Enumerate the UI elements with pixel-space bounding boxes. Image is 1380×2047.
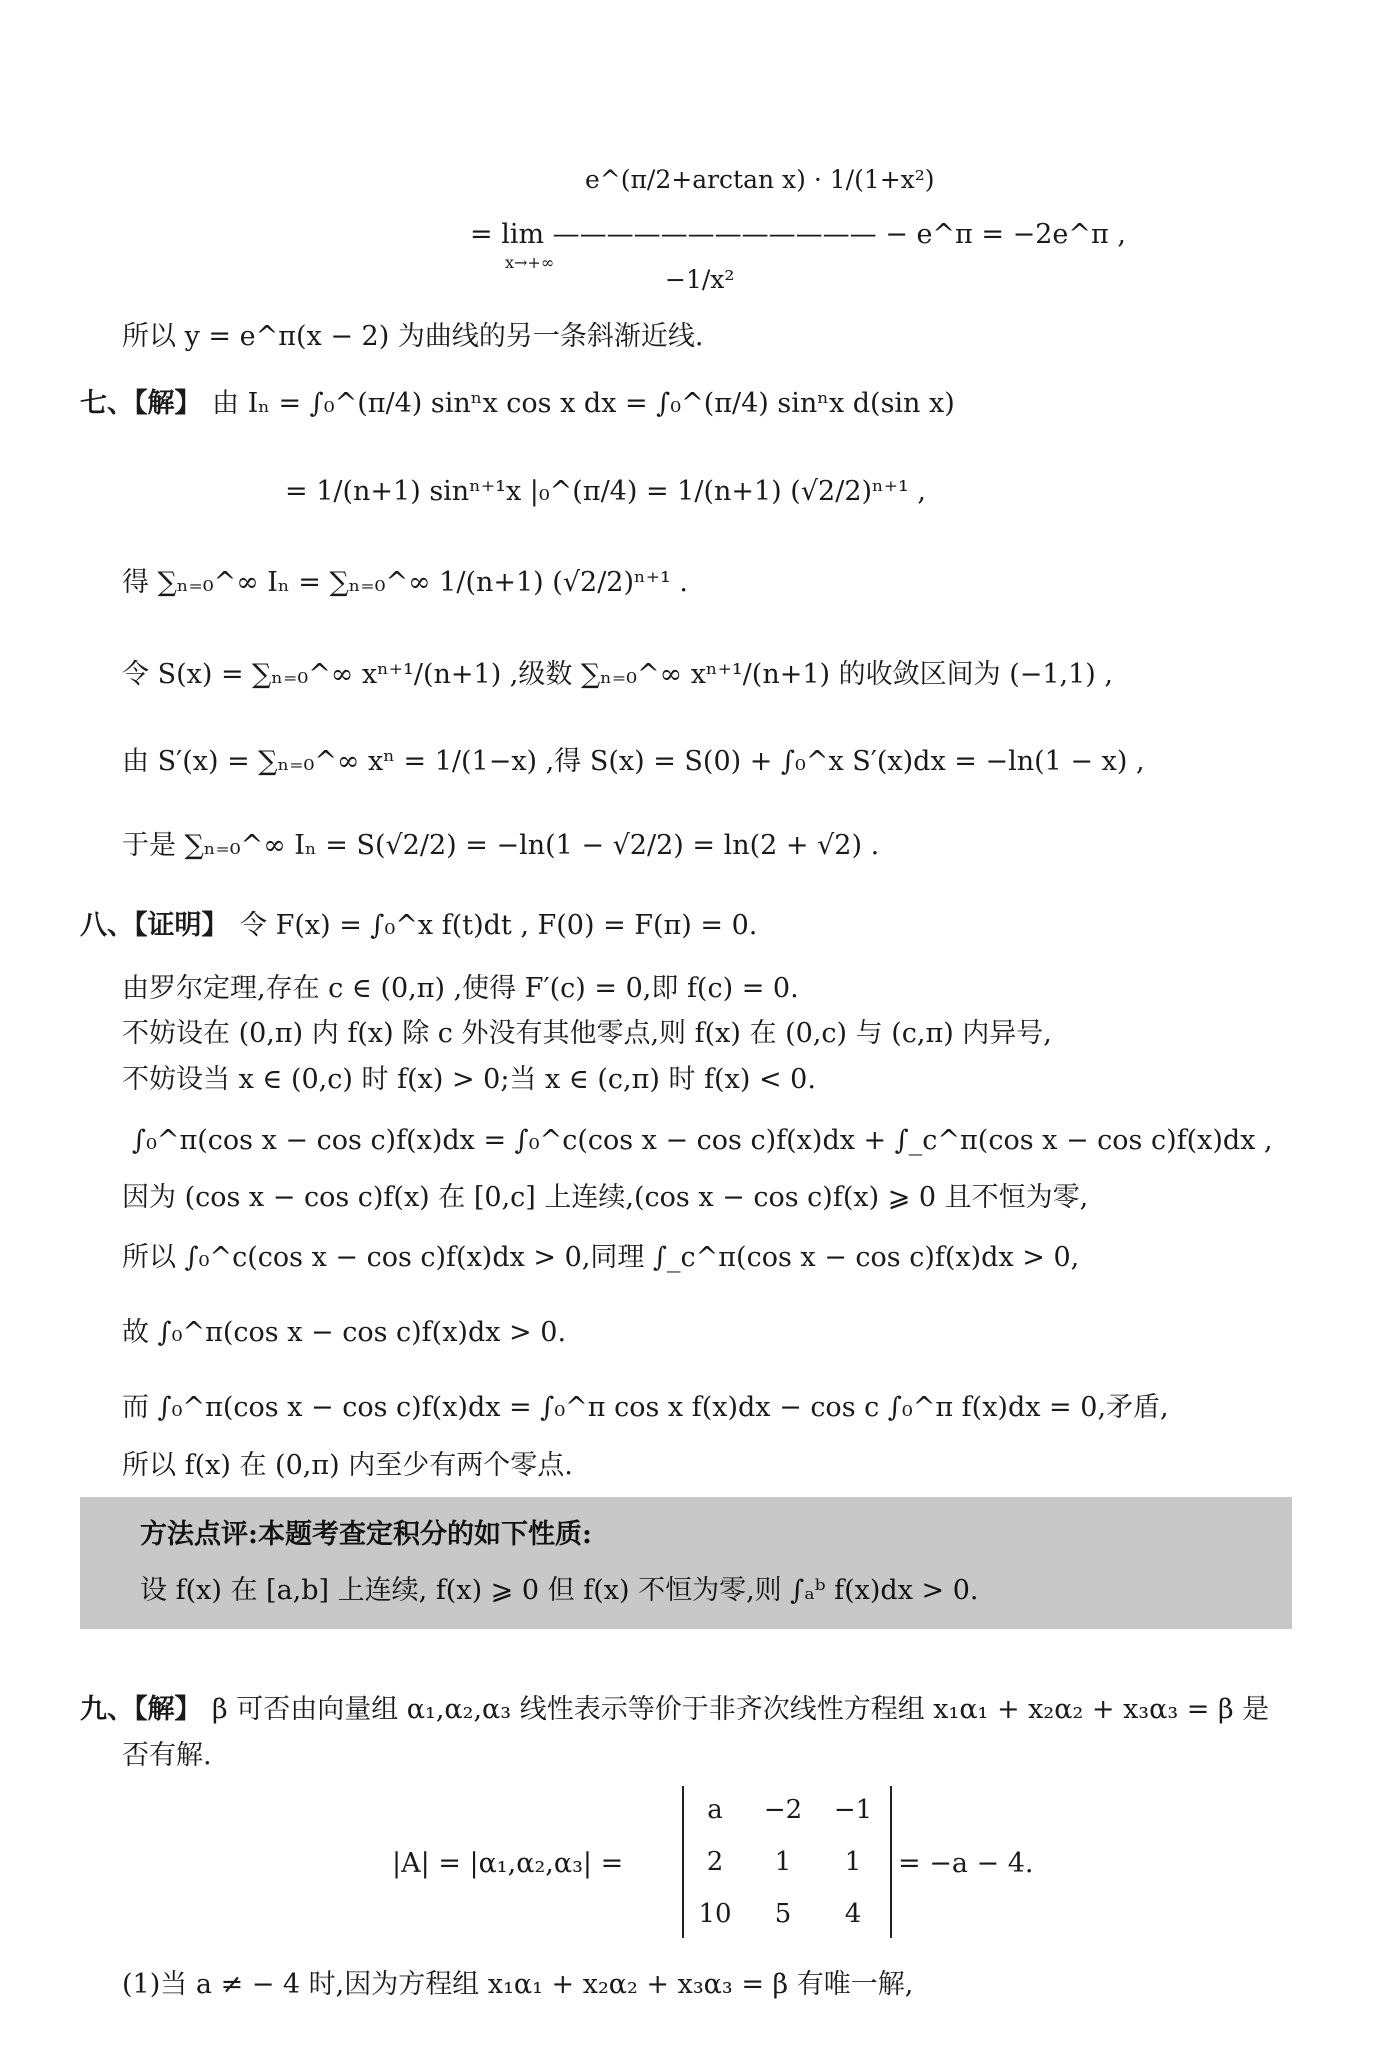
- section-7-line-3: 得 ∑ₙ₌₀^∞ Iₙ = ∑ₙ₌₀^∞ 1/(n+1) (√2/2)ⁿ⁺¹ .: [122, 567, 688, 598]
- matrix-cell: 1: [774, 1847, 792, 1877]
- limit-expression: = lim ———————————— − e^π = −2e^π ,: [470, 219, 1126, 250]
- section-9-line-2: 否有解.: [122, 1740, 212, 1771]
- method-note-title: 方法点评:本题考查定积分的如下性质:: [140, 1519, 592, 1550]
- method-note-body: 设 f(x) 在 [a,b] 上连续, f(x) ⩾ 0 但 f(x) 不恒为零,则 ∫ₐᵇ f(x)dx > 0.: [140, 1575, 979, 1606]
- matrix-cell: 5: [774, 1899, 792, 1929]
- section-8-line-3: 不妨设在 (0,π) 内 f(x) 除 c 外没有其他零点,则 f(x) 在 (0,c) 与 (c,π) 内异号,: [122, 1018, 1052, 1049]
- section-8-line-2: 由罗尔定理,存在 c ∈ (0,π) ,使得 F′(c) = 0,即 f(c) = 0.: [122, 973, 799, 1004]
- section-9-heading: 九、【解】: [80, 1694, 202, 1725]
- section-8-line-10: 所以 f(x) 在 (0,π) 内至少有两个零点.: [122, 1450, 573, 1481]
- section-9-line-3: (1)当 a ≠ − 4 时,因为方程组 x₁α₁ + x₂α₂ + x₃α₃ = β 有唯一解,: [122, 1969, 914, 2000]
- matrix-cell: 2: [706, 1847, 724, 1877]
- determinant-matrix: [682, 1786, 892, 1938]
- section-8-heading: 八、【证明】: [80, 910, 229, 941]
- section-8-line-5: ∫₀^π(cos x − cos c)f(x)dx = ∫₀^c(cos x − cos c)f(x)dx + ∫_c^π(cos x − cos c)f(x)dx ,: [132, 1125, 1273, 1156]
- section-9-line-1: β 可否由向量组 α₁,α₂,α₃ 线性表示等价于非齐次线性方程组 x₁α₁ + x₂α₂ + x₃α₃ = β 是: [212, 1694, 1270, 1725]
- section-8-line-1: 令 F(x) = ∫₀^x f(t)dt , F(0) = F(π) = 0.: [240, 910, 758, 941]
- section-7-line-2: = 1/(n+1) sinⁿ⁺¹x |₀^(π/4) = 1/(n+1) (√2/2)ⁿ⁺¹ ,: [285, 476, 926, 507]
- section-8-line-6: 因为 (cos x − cos c)f(x) 在 [0,c] 上连续,(cos x − cos c)f(x) ⩾ 0 且不恒为零,: [122, 1182, 1089, 1213]
- matrix-cell: 1: [844, 1847, 862, 1877]
- section-8-line-4: 不妨设当 x ∈ (0,c) 时 f(x) > 0;当 x ∈ (c,π) 时 f(x) < 0.: [122, 1064, 816, 1095]
- limit-subscript: x→+∞: [505, 253, 555, 272]
- determinant-right: = −a − 4.: [898, 1848, 1034, 1879]
- method-note-box: [80, 1497, 1292, 1629]
- section-7-line-6: 于是 ∑ₙ₌₀^∞ Iₙ = S(√2/2) = −ln(1 − √2/2) = ln(2 + √2) .: [122, 830, 880, 861]
- asymptote-conclusion: 所以 y = e^π(x − 2) 为曲线的另一条斜渐近线.: [122, 321, 704, 352]
- matrix-cell: −1: [833, 1795, 873, 1825]
- matrix-cell: 10: [698, 1899, 732, 1929]
- section-8-line-7: 所以 ∫₀^c(cos x − cos c)f(x)dx > 0,同理 ∫_c^π(cos x − cos c)f(x)dx > 0,: [122, 1242, 1080, 1273]
- determinant-left: |A| = |α₁,α₂,α₃| =: [392, 1848, 624, 1879]
- limit-denominator: −1/x²: [665, 265, 735, 294]
- matrix-cell: 4: [844, 1899, 862, 1929]
- matrix-cell: a: [707, 1795, 723, 1825]
- section-7-heading: 七、【解】: [80, 388, 202, 419]
- section-7-line-4: 令 S(x) = ∑ₙ₌₀^∞ xⁿ⁺¹/(n+1) ,级数 ∑ₙ₌₀^∞ xⁿ⁺¹/(n+1) 的收敛区间为 (−1,1) ,: [122, 659, 1113, 690]
- section-7-line-1: 由 Iₙ = ∫₀^(π/4) sinⁿx cos x dx = ∫₀^(π/4) sinⁿx d(sin x): [212, 388, 955, 419]
- matrix-cell: −2: [763, 1795, 803, 1825]
- section-8-line-8: 故 ∫₀^π(cos x − cos c)f(x)dx > 0.: [122, 1317, 567, 1348]
- section-8-line-9: 而 ∫₀^π(cos x − cos c)f(x)dx = ∫₀^π cos x f(x)dx − cos c ∫₀^π f(x)dx = 0,矛盾,: [122, 1392, 1169, 1423]
- limit-numerator: e^(π/2+arctan x) · 1/(1+x²): [585, 165, 935, 194]
- section-7-line-5: 由 S′(x) = ∑ₙ₌₀^∞ xⁿ = 1/(1−x) ,得 S(x) = S(0) + ∫₀^x S′(x)dx = −ln(1 − x) ,: [122, 746, 1145, 777]
